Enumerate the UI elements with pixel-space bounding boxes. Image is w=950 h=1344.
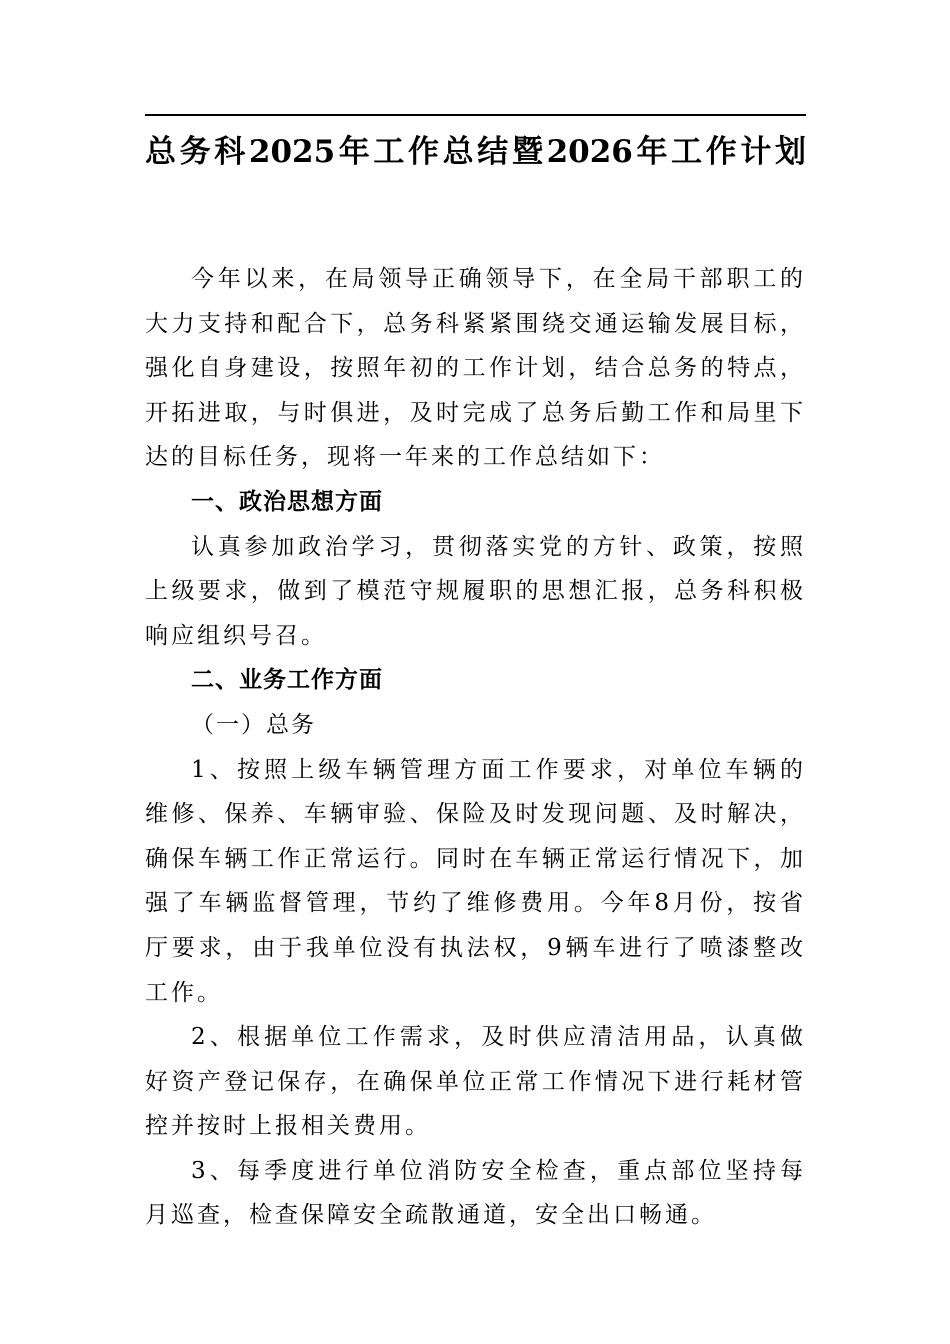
intro-paragraph: 今年以来，在局领导正确领导下，在全局干部职工的大力支持和配合下，总务科紧紧围绕交通运输发展目标，强化自身建设，按照年初的工作计划，结合总务的特点，开拓进取，与时俱进，及时完成了总务后勤工作和局里下达的目标任务，现将一年来的工作总结如下： (145, 266, 806, 471)
list-item: 3、每季度进行单位消防安全检查，重点部位坚持每月巡查，检查保障安全疏散通道，安全出口畅通。 (145, 1157, 806, 1229)
subsection-heading-general: （一）总务 (191, 711, 316, 738)
document-body (145, 257, 806, 1238)
list-item: 2、根据单位工作需求，及时供应清洁用品，认真做好资产登记保存，在确保单位正常工作情况下进行耗材管控并按时上报相关费用。 (145, 1024, 806, 1140)
section-paragraph-political: 认真参加政治学习，贯彻落实党的方针、政策，按照上级要求，做到了模范守规履职的思想汇报，总务科积极响应组织号召。 (145, 533, 806, 649)
document-title: 总务科2025年工作总结暨2026年工作计划 (145, 134, 806, 170)
section-heading-business: 二、业务工作方面 (191, 667, 383, 694)
list-item: 1、按照上级车辆管理方面工作要求，对单位车辆的维修、保养、车辆审验、保险及时发现问题、及时解决，确保车辆工作正常运行。同时在车辆正常运行情况下，加强了车辆监督管理，节约了维修费用。今年8月份，按省厅要求，由于我单位没有执法权，9辆车进行了喷漆整改工作。 (145, 756, 806, 1006)
header-rule (145, 114, 806, 116)
section-heading-political: 一、政治思想方面 (191, 488, 383, 515)
